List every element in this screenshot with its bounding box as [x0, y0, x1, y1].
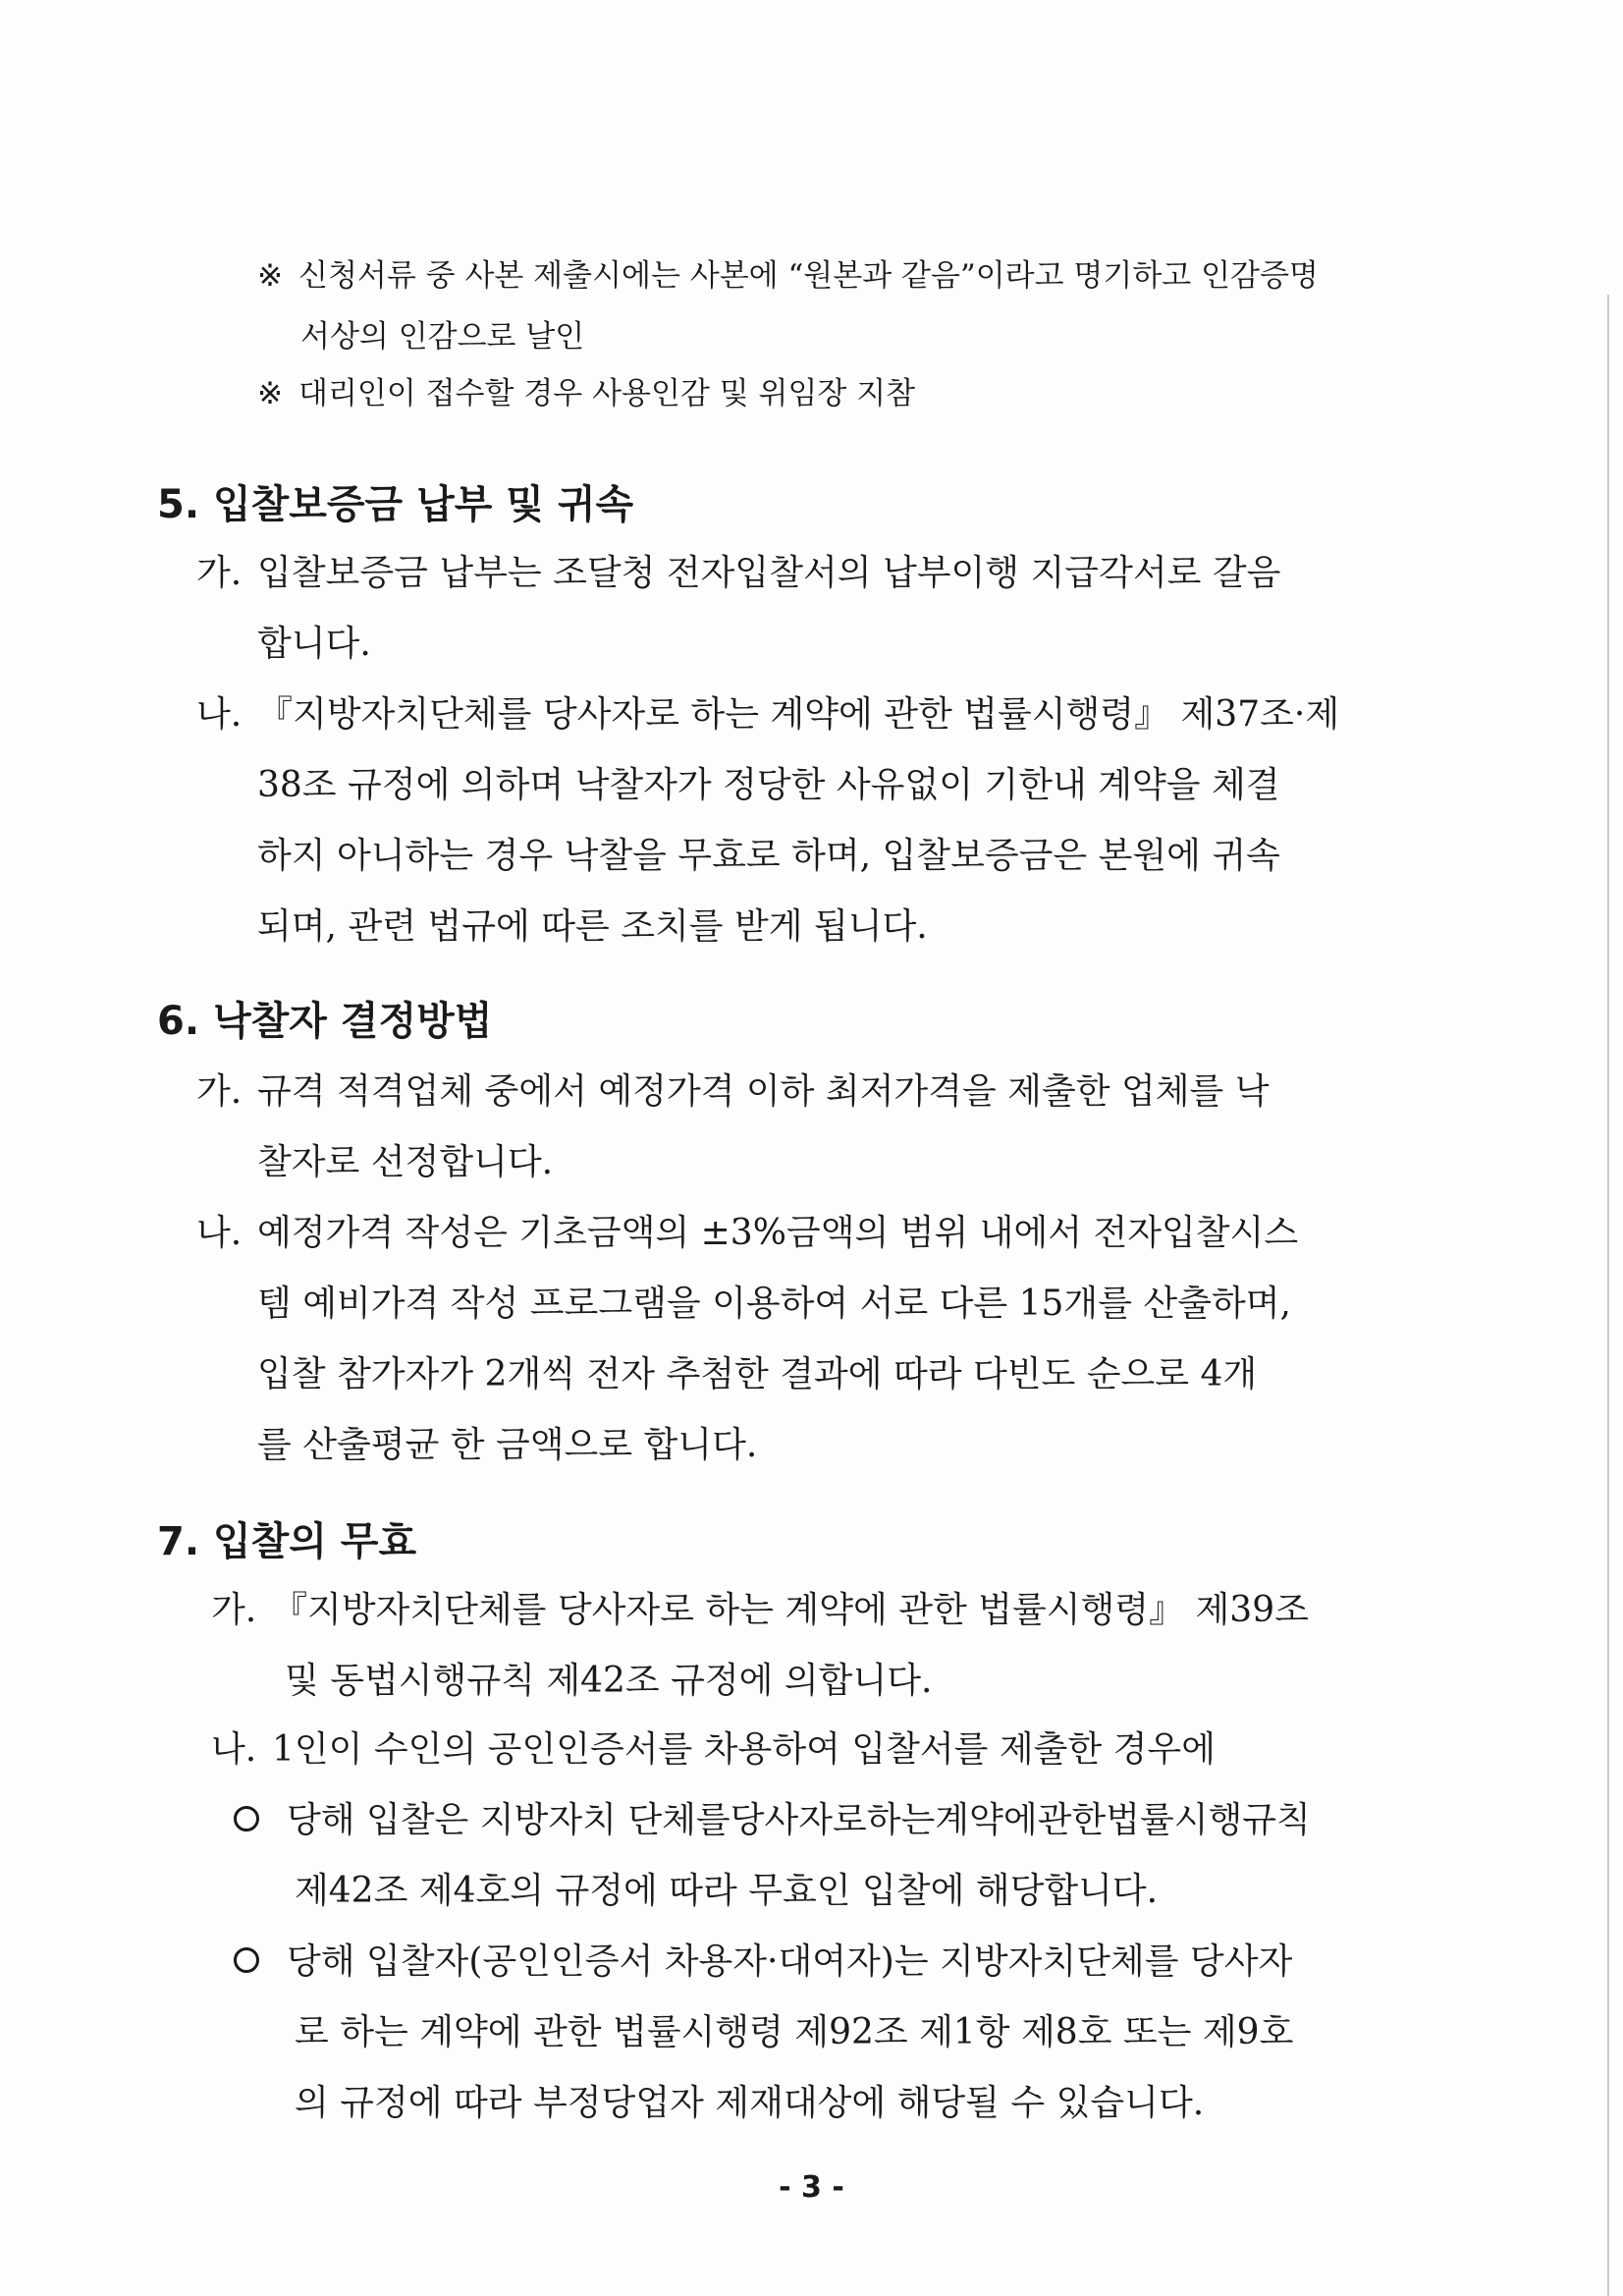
section-7-bullet-1-line-2: 제42조 제4호의 규정에 따라 무효인 입찰에 해당합니다. — [295, 1871, 1159, 1911]
section-5-na-line-2: 38조 규정에 의하며 낙찰자가 정당한 사유없이 기한내 계약을 체결 — [257, 765, 1280, 805]
note-1-line-1: 신청서류 중 사본 제출시에는 사본에 “원본과 같음”이라고 명기하고 인감증명 — [298, 258, 1319, 294]
section-6-item-ga — [196, 1057, 1270, 1127]
section-7-ga-line-2: 및 동법시행규칙 제42조 규정에 의합니다. — [285, 1661, 933, 1701]
section-6-ga-line-2: 찰자로 선정합니다. — [257, 1142, 554, 1182]
item-label: 가. — [196, 1071, 243, 1112]
section-5-na-line-3: 하지 아니하는 경우 낙찰을 무효로 하며, 입찰보증금은 본원에 귀속 — [257, 836, 1280, 876]
circle-bullet-icon — [234, 1947, 259, 1973]
section-7-bullet-2-line-3: 의 규정에 따라 부정당업자 제재대상에 해당될 수 있습니다. — [295, 2083, 1205, 2123]
note-2 — [257, 363, 1485, 424]
note-1 — [257, 246, 1485, 306]
note-1-line-2: 서상의 인감으로 날인 — [300, 319, 585, 355]
reference-mark: ※ — [257, 258, 283, 294]
section-6-item-na — [196, 1198, 1298, 1269]
section-6-na-line-4: 를 산출평균 한 금액으로 합니다. — [257, 1425, 758, 1465]
section-7-bullet-2 — [234, 1927, 1292, 1997]
reference-mark: ※ — [257, 376, 283, 411]
section-7-item-ga — [211, 1575, 1309, 1646]
scan-edge-line — [1607, 295, 1609, 2296]
section-7-bullet-2-line-1: 당해 입찰자(공인인증서 차용자·대여자)는 지방자치단체를 당사자 — [287, 1941, 1293, 1982]
section-7-ga-line-1: 『지방자치단체를 당사자로 하는 계약에 관한 법률시행령』 제39조 — [272, 1590, 1309, 1630]
section-5-item-ga — [196, 538, 1280, 609]
item-label: 나. — [196, 694, 243, 735]
section-5-ga-line-2: 합니다. — [257, 624, 371, 664]
circle-bullet-icon — [234, 1806, 259, 1831]
section-5-item-na — [196, 680, 1339, 750]
section-6-heading: 6. 낙찰자 결정방법 — [157, 999, 493, 1044]
section-6-na-line-3: 입찰 참가자가 2개씩 전자 추첨한 결과에 따라 다빈도 순으로 4개 — [257, 1354, 1258, 1394]
section-7-bullet-2-line-2: 로 하는 계약에 관한 법률시행령 제92조 제1항 제8호 또는 제9호 — [295, 2012, 1294, 2052]
section-6-ga-line-1: 규격 적격업체 중에서 예정가격 이하 최저가격을 제출한 업체를 낙 — [257, 1071, 1270, 1112]
section-5-heading: 5. 입찰보증금 납부 및 귀속 — [157, 482, 634, 527]
page-number: - 3 - — [779, 2170, 844, 2205]
section-5-na-line-4: 되며, 관련 법규에 따른 조치를 받게 됩니다. — [257, 906, 928, 947]
section-6-na-line-1: 예정가격 작성은 기초금액의 ±3%금액의 범위 내에서 전자입찰시스 — [257, 1213, 1299, 1253]
section-7-bullet-1 — [234, 1785, 1311, 1856]
section-7-item-na — [211, 1715, 1216, 1785]
item-label: 가. — [211, 1590, 257, 1630]
item-label: 나. — [211, 1729, 257, 1770]
section-6-na-line-2: 템 예비가격 작성 프로그램을 이용하여 서로 다른 15개를 산출하며, — [257, 1284, 1291, 1324]
item-label: 가. — [196, 553, 243, 593]
section-7-bullet-1-line-1: 당해 입찰은 지방자치 단체를당사자로하는계약에관한법률시행규칙 — [287, 1800, 1311, 1840]
section-7-na-line: 1인이 수인의 공인인증서를 차용하여 입찰서를 제출한 경우에 — [272, 1729, 1216, 1770]
section-5-na-line-1: 『지방자치단체를 당사자로 하는 계약에 관한 법률시행령』 제37조·제 — [257, 694, 1340, 735]
item-label: 나. — [196, 1213, 243, 1253]
note-2-line-1: 대리인이 접수할 경우 사용인감 및 위임장 지참 — [298, 376, 916, 411]
section-5-ga-line-1: 입찰보증금 납부는 조달청 전자입찰서의 납부이행 지급각서로 갈음 — [257, 553, 1281, 593]
section-7-heading: 7. 입찰의 무효 — [157, 1519, 417, 1564]
